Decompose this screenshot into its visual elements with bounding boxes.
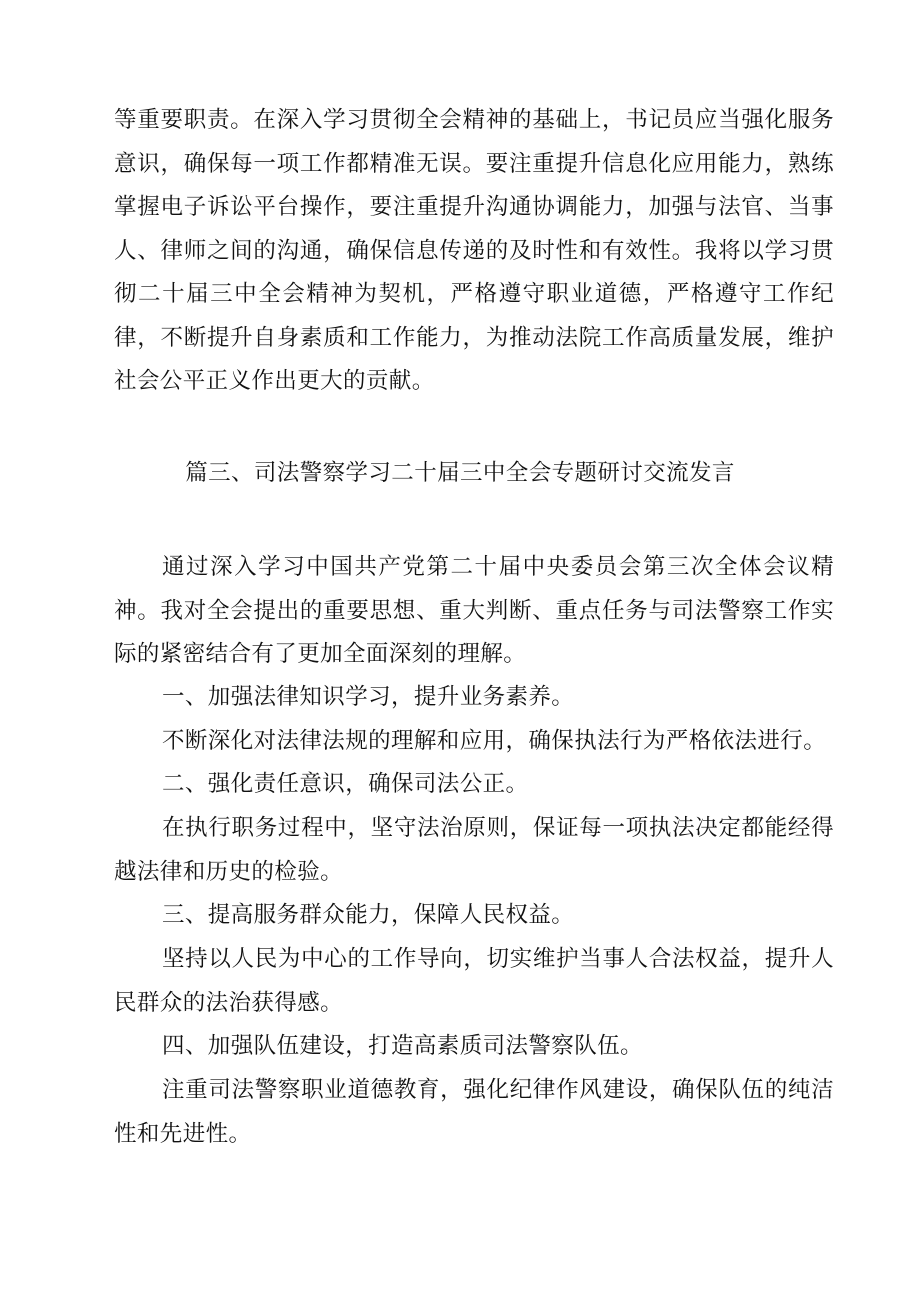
- point-1-body: 不断深化对法律法规的理解和应用，确保执法行为严格依法进行。: [162, 728, 827, 754]
- section-title: 篇三、司法警察学习二十届三中全会专题研讨交流发言: [185, 460, 735, 486]
- point-4-heading: 四、加强队伍建设，打造高素质司法警察队伍。: [162, 1033, 643, 1059]
- point-4-body: 注重司法警察职业道德教育，强化纪律作风建设，确保队伍的纯洁性和先进性。: [114, 1077, 834, 1147]
- point-2-heading: 二、强化责任意识，确保司法公正。: [162, 771, 529, 797]
- point-3-heading: 三、提高服务群众能力，保障人民权益。: [162, 902, 575, 928]
- point-1-heading: 一、加强法律知识学习，提升业务素养。: [162, 684, 575, 710]
- point-3-body: 坚持以人民为中心的工作导向，切实维护当事人合法权益，提升人民群众的法治获得感。: [114, 946, 834, 1016]
- continuation-paragraph: 等重要职责。在深入学习贯彻全会精神的基础上，书记员应当强化服务意识，确保每一项工作都精准无误。要注重提升信息化应用能力，熟练掌握电子诉讼平台操作，要注重提升沟通协调能力，加强与法官、当事人、律师之间的沟通，确保信息传递的及时性和有效性。我将以学习贯彻二十届三中全会精神为契机，严格遵守职业道德，严格遵守工作纪律，不断提升自身素质和工作能力，为推动法院工作高质量发展，维护社会公平正义作出更大的贡献。: [114, 107, 834, 394]
- intro-paragraph: 通过深入学习中国共产党第二十届中央委员会第三次全体会议精神。我对全会提出的重要思想、重大判断、重点任务与司法警察工作实际的紧密结合有了更加全面深刻的理解。: [114, 554, 834, 667]
- point-2-body: 在执行职务过程中，坚守法治原则，保证每一项执法决定都能经得越法律和历史的检验。: [114, 815, 834, 885]
